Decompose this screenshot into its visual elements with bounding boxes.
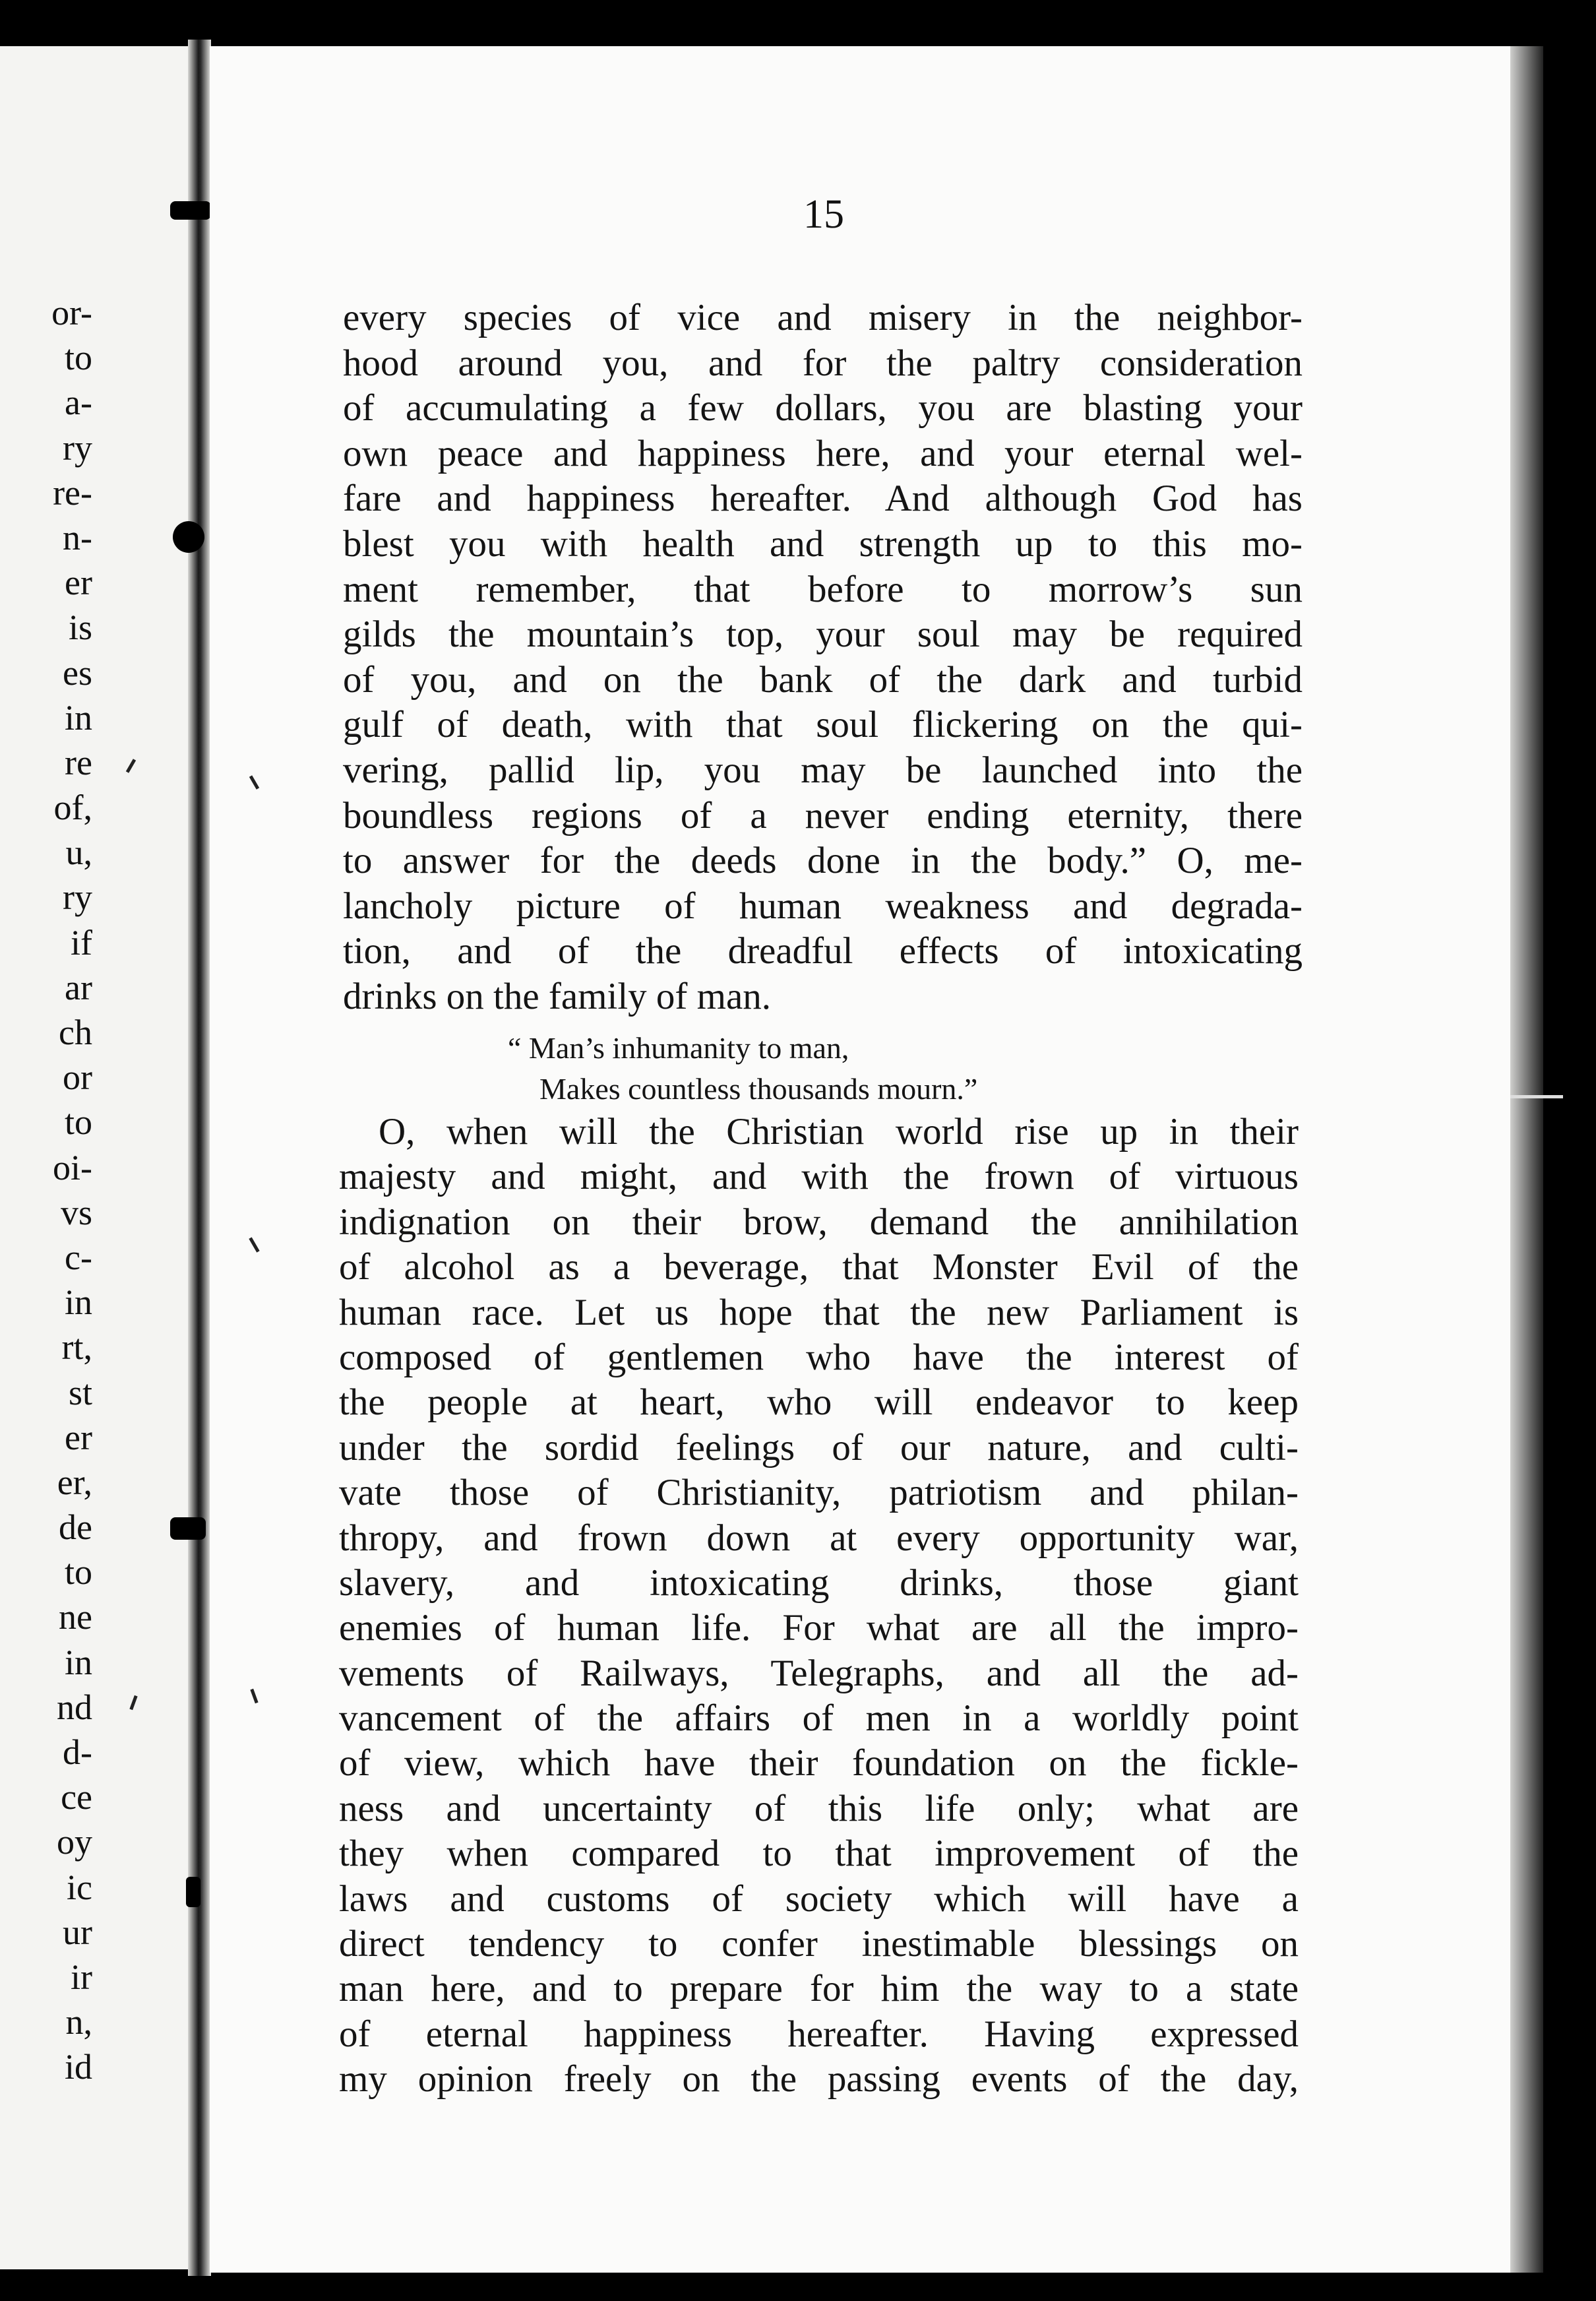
fragment-line: in: [64, 1282, 92, 1323]
text-line: composed of gentlemen who have the interest of: [339, 1336, 1299, 1378]
fragment-line: nd: [57, 1687, 92, 1727]
fragment-line: ur: [63, 1912, 92, 1952]
fragment-line: ne: [59, 1597, 92, 1637]
poetry-quote: [508, 1028, 977, 1110]
text-line: under the sordid feelings of our nature, and culti-: [339, 1426, 1299, 1468]
fragment-line: oy: [57, 1822, 92, 1862]
fragment-line: er: [65, 1417, 92, 1457]
text-line: tion, and of the dreadful effects of intoxicating: [343, 930, 1303, 972]
binding-stitch: [186, 1877, 200, 1907]
quote-line-2: Makes countless thousands mourn.”: [539, 1072, 978, 1106]
text-line: O, when will the Christian world rise up in their: [379, 1111, 1299, 1152]
text-line: of eternal happiness hereafter. Having expressed: [339, 2013, 1299, 2055]
fragment-line: or: [63, 1057, 92, 1098]
fragment-line: ce: [61, 1777, 92, 1817]
fragment-line: to: [64, 1552, 92, 1592]
text-line: direct tendency to confer inestimable blessings on: [339, 1923, 1299, 1965]
scan-speck: [1510, 1095, 1563, 1098]
fragment-line: c-: [65, 1237, 92, 1277]
fragment-line: er: [65, 563, 92, 603]
fragment-line: ry: [63, 877, 92, 918]
text-line: ness and uncertainty of this life only; what are: [339, 1787, 1299, 1829]
text-line: fare and happiness hereafter. And although God has: [343, 478, 1303, 520]
text-line: to answer for the deeds done in the body.” O, me-: [343, 840, 1303, 882]
fragment-line: ir: [71, 1957, 92, 1997]
text-line: boundless regions of a never ending eternity, there: [343, 794, 1303, 836]
book-gutter: [188, 40, 211, 2276]
text-line: of accumulating a few dollars, you are blasting your: [343, 387, 1303, 429]
text-line: indignation on their brow, demand the annihilation: [339, 1201, 1299, 1243]
text-line: of alcohol as a beverage, that Monster Evil of the: [339, 1246, 1299, 1288]
fragment-line: to: [64, 1102, 92, 1143]
fragment-line: oi-: [53, 1147, 92, 1187]
text-line: vements of Railways, Telegraphs, and all the ad-: [339, 1652, 1299, 1694]
paragraph-2: [339, 1110, 1299, 2102]
fragment-line: de: [59, 1507, 92, 1548]
text-line: ment remember, that before to morrow’s sun: [343, 568, 1303, 610]
text-line: gilds the mountain’s top, your soul may be required: [343, 614, 1303, 656]
fragment-line: or-: [51, 293, 92, 332]
fragment-line: is: [68, 608, 92, 648]
fragment-line: vs: [60, 1192, 92, 1232]
fragment-line: if: [71, 922, 92, 962]
fragment-line: re-: [53, 472, 92, 513]
binding-stitch: [170, 201, 211, 220]
page-edge-shadow: [1510, 46, 1543, 2273]
text-line: human race. Let us hope that the new Parliament is: [339, 1291, 1299, 1333]
text-line: own peace and happiness here, and your eternal wel-: [343, 432, 1303, 474]
text-line: every species of vice and misery in the neighbor-: [343, 297, 1303, 338]
text-line: laws and customs of society which will have a: [339, 1877, 1299, 1920]
fragment-line: n,: [65, 2002, 92, 2042]
text-line: of you, and on the bank of the dark and turbid: [343, 658, 1303, 701]
previous-page-fragments: [0, 290, 92, 2090]
paragraph-1: [343, 296, 1303, 1020]
text-line: gulf of death, with that soul flickering on the qui-: [343, 704, 1303, 746]
fragment-line: a-: [65, 383, 92, 423]
text-line: lancholy picture of human weakness and degrada-: [343, 885, 1303, 927]
text-line: vancement of the affairs of men in a worldly point: [339, 1697, 1299, 1740]
text-line: hood around you, and for the paltry consideration: [343, 342, 1303, 384]
fragment-line: re: [65, 742, 92, 782]
text-line: enemies of human life. For what are all the impro-: [339, 1607, 1299, 1649]
fragment-line: ch: [59, 1013, 92, 1052]
fragment-line: in: [64, 697, 92, 738]
fragment-line: ar: [65, 967, 92, 1007]
text-line: blest you with health and strength up to this mo-: [343, 522, 1303, 565]
fragment-line: st: [68, 1372, 92, 1412]
text-line: of view, which have their foundation on the fickle-: [339, 1742, 1299, 1784]
quote-line-1: “ Man’s inhumanity to man,: [508, 1031, 849, 1065]
text-line: thropy, and frown down at every opportunity war,: [339, 1517, 1299, 1559]
fragment-line: n-: [63, 517, 92, 557]
fragment-line: to: [64, 338, 92, 378]
text-line: vate those of Christianity, patriotism and philan-: [339, 1472, 1299, 1514]
binding-stitch: [170, 1517, 206, 1540]
text-line: slavery, and intoxicating drinks, those giant: [339, 1561, 1299, 1604]
fragment-line: d-: [63, 1732, 92, 1772]
fragment-line: id: [64, 2047, 92, 2087]
text-line: they when compared to that improvement of the: [339, 1833, 1299, 1875]
fragment-line: in: [64, 1642, 92, 1682]
text-line: my opinion freely on the passing events of the day,: [339, 2058, 1299, 2100]
text-line: man here, and to prepare for him the way to a state: [339, 1968, 1299, 2010]
text-line: the people at heart, who will endeavor to keep: [339, 1381, 1299, 1424]
fragment-line: ry: [63, 427, 92, 468]
fragment-line: rt,: [61, 1327, 92, 1368]
binding-stitch: [173, 521, 204, 553]
fragment-line: u,: [65, 833, 92, 873]
text-line: drinks on the family of man.: [343, 975, 772, 1017]
page-number: 15: [803, 192, 844, 237]
fragment-line: of,: [53, 788, 92, 828]
text-line: majesty and might, and with the frown of virtuous: [339, 1156, 1299, 1198]
fragment-line: es: [63, 652, 92, 693]
fragment-line: er,: [57, 1462, 92, 1502]
fragment-line: ic: [67, 1867, 92, 1907]
text-line: vering, pallid lip, you may be launched into the: [343, 749, 1303, 791]
